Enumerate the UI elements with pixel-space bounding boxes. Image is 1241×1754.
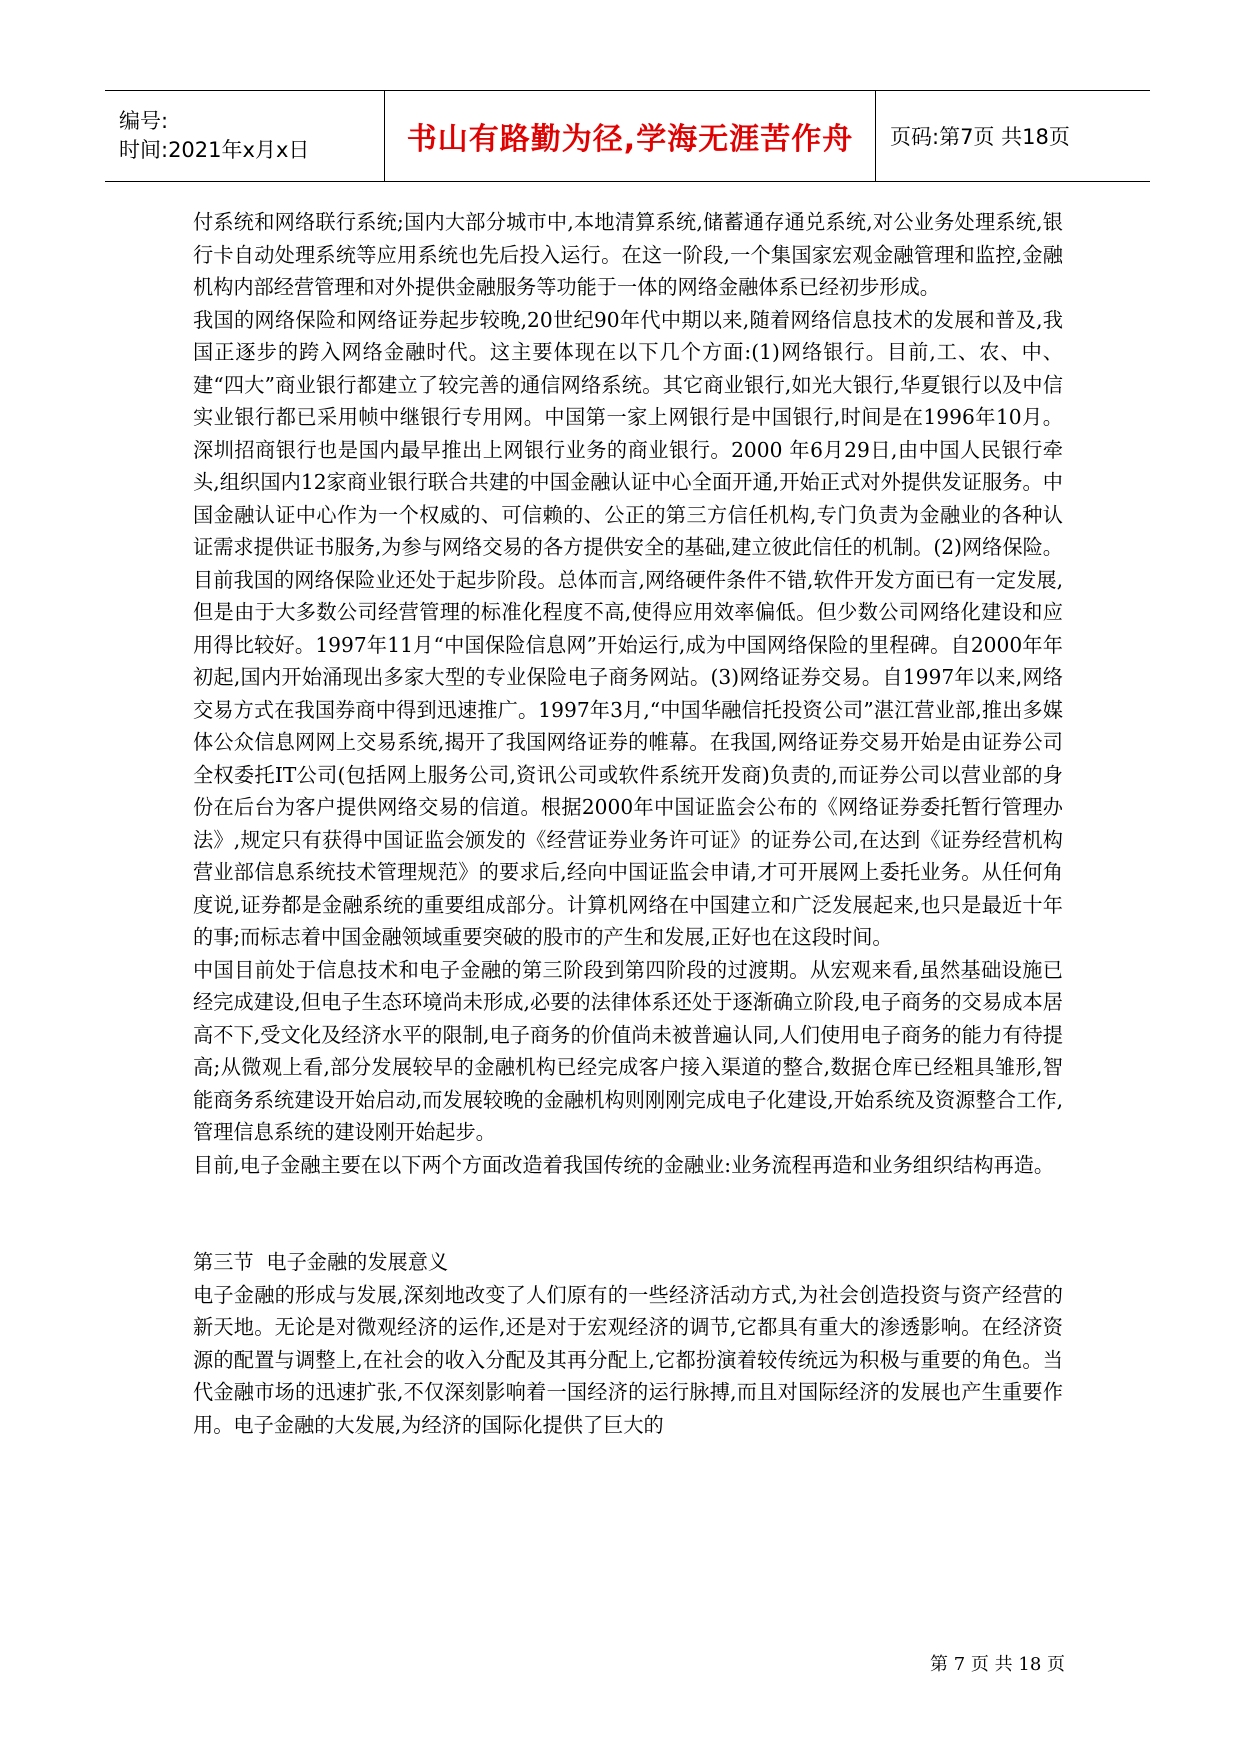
- header-meta-cell: [105, 91, 385, 182]
- section-spacer: [193, 1181, 1063, 1246]
- page-header: [105, 90, 1150, 182]
- paragraph: 目前,电子金融主要在以下两个方面改造着我国传统的金融业:业务流程再造和业务组织结构再造。: [193, 1152, 1055, 1177]
- document-number-label: 编号:: [119, 109, 169, 133]
- section-title: 第三节 电子金融的发展意义: [193, 1250, 449, 1274]
- header-page-number: 页码:第7页 共18页: [876, 91, 1151, 182]
- paragraph: 付系统和网络联行系统;国内大部分城市中,本地清算系统,储蓄通存通兑系统,对公业务处理系统,银行卡自动处理系统等应用系统也先后投入运行。在这一阶段,一个集国家宏观金融管理和监控,金融机构内部经营管理和对外提供金融服务等功能于一体的网络金融体系已经初步形成。: [193, 210, 1063, 299]
- page-footer: 第 7 页 共 18 页: [930, 1654, 1065, 1675]
- paragraph: 我国的网络保险和网络证券起步较晚,20世纪90年代中期以来,随着网络信息技术的发展和普及,我国正逐步的跨入网络金融时代。这主要体现在以下几个方面:(1)网络银行。目前,工、农、中、建“四大”商业银行都建立了较完善的通信网络系统。其它商业银行,如光大银行,华夏银行以及中信实业银行都已采用帧中继银行专用网。中国第一家上网银行是中国银行,时间是在1996年10月。深圳招商银行也是国内最早推出上网银行业务的商业银行。2000 年6月29日,由中国人民银行牵头,组织国内12家商业银行联合共建的中国金融认证中心全面开通,开始正式对外提供发证服务。中国金融认证中心作为一个权威的、可信赖的、公正的第三方信任机构,专门负责为金融业的各种认证需求提供证书服务,为参与网络交易的各方提供安全的基础,建立彼此信任的机制。(2)网络保险。目前我国的网络保险业还处于起步阶段。总体而言,网络硬件条件不错,软件开发方面已有一定发展,但是由于大多数公司经营管理的标准化程度不高,使得应用效率偏低。但少数公司网络化建设和应用得比较好。1997年11月“中国保险信息网”开始运行,成为中国网络保险的里程碑。自2000年年初起,国内开始涌现出多家大型的专业保险电子商务网站。(3)网络证券交易。自1997年以来,网络交易方式在我国券商中得到迅速推广。1997年3月,“中国华融信托投资公司”湛江营业部,推出多媒体公众信息网网上交易系统,揭开了我国网络证券的帷幕。在我国,网络证券交易开始是由证券公司全权委托IT公司(包括网上服务公司,资讯公司或软件系统开发商)负责的,而证券公司以营业部的身份在后台为客户提供网络交易的信道。根据2000年中国证监会公布的《网络证券委托暂行管理办法》,规定只有获得中国证监会颁发的《经营证券业务许可证》的证券公司,在达到《证券经营机构营业部信息系统技术管理规范》的要求后,经向中国证监会申请,才可开展网上委托业务。从任何角度说,证券都是金融系统的重要组成部分。计算机网络在中国建立和广泛发展起来,也只是最近十年的事;而标志着中国金融领域重要突破的股市的产生和发展,正好也在这段时间。: [193, 307, 1063, 949]
- paragraph: 中国目前处于信息技术和电子金融的第三阶段到第四阶段的过渡期。从宏观来看,虽然基础设施已经完成建设,但电子生态环境尚未形成,必要的法律体系还处于逐渐确立阶段,电子商务的交易成本居高不下,受文化及经济水平的限制,电子商务的价值尚未被普遍认同,人们使用电子商务的能力有待提高;从微观上看,部分发展较早的金融机构已经完成客户接入渠道的整合,数据仓库已经粗具雏形,智能商务系统建设开始启动,而发展较晚的金融机构则刚刚完成电子化建设,开始系统及资源整合工作,管理信息系统的建设刚开始起步。: [193, 957, 1063, 1144]
- header-motto-cell: [385, 91, 876, 182]
- paragraph: 电子金融的形成与发展,深刻地改变了人们原有的一些经济活动方式,为社会创造投资与资产经营的新天地。无论是对微观经济的运作,还是对于宏观经济的调节,它都具有重大的渗透影响。在经济资源的配置与调整上,在社会的收入分配及其再分配上,它都扮演着较传统远为积极与重要的角色。当代金融市场的迅速扩张,不仅深刻影响着一国经济的运行脉搏,而且对国际经济的发展也产生重要作用。电子金融的大发展,为经济的国际化提供了巨大的: [193, 1282, 1063, 1437]
- body-text: [193, 206, 1063, 1441]
- document-time-label: 时间:2021年x月x日: [119, 138, 310, 162]
- header-motto: 书山有路勤为径,学海无涯苦作舟: [406, 122, 854, 157]
